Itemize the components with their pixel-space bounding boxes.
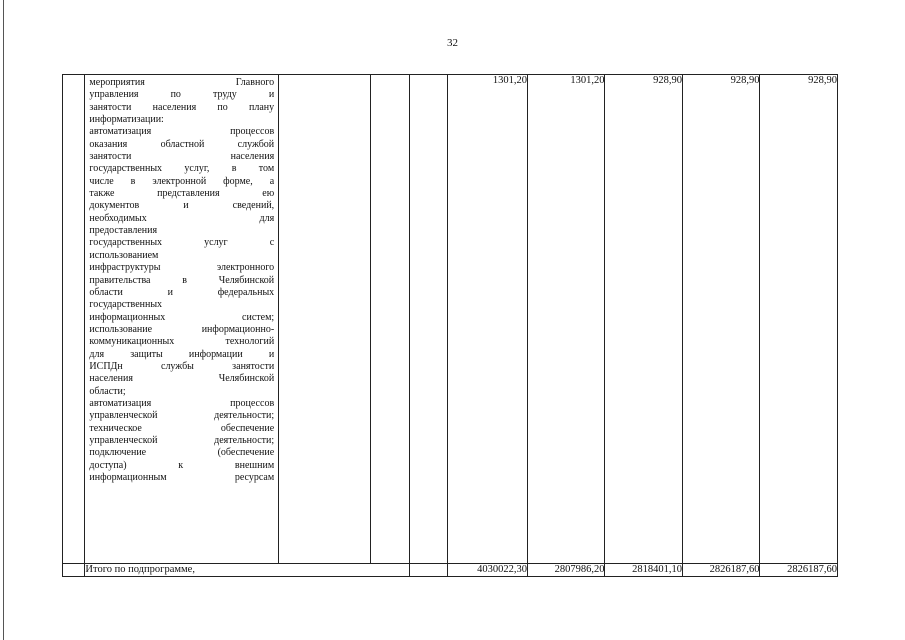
activity-description-line: государственных: [89, 299, 163, 311]
total-value-cell: 2818401,10: [605, 564, 683, 577]
activity-description-line: управления по труду и: [89, 89, 275, 101]
total-value-cell: 2826187,60: [682, 564, 760, 577]
total-label: Итого по подпрограмме,: [85, 564, 409, 577]
activity-description-line: для защиты информации и: [89, 348, 275, 360]
total-value-cell: 2826187,60: [760, 564, 838, 577]
value-cell: 928,90: [760, 75, 838, 564]
activity-description-line: государственных услуг с: [89, 237, 275, 249]
activity-description-line: автоматизация процессов: [89, 397, 275, 409]
activity-description-line: оказания областной службой: [89, 138, 275, 150]
value-cell: 1301,20: [527, 75, 605, 564]
budget-table: [62, 74, 838, 577]
value-cell: 1301,20: [448, 75, 528, 564]
activity-description-line: инфраструктуры электронного: [89, 262, 275, 274]
empty-cell: [63, 564, 85, 577]
row-number-cell: [63, 75, 85, 564]
activity-description-line: предоставления: [89, 225, 158, 237]
table-row: [63, 75, 838, 564]
activity-description-line: информационных систем;: [89, 311, 275, 323]
activity-description-line: занятости населения по плану: [89, 101, 275, 113]
activity-description-line: коммуникационных технологий: [89, 336, 275, 348]
activity-description-line: автоматизация процессов: [89, 126, 275, 138]
activity-description-line: числе в электронной форме, а: [89, 175, 275, 187]
activity-description-line: информатизации:: [89, 114, 164, 126]
activity-description-cell: [85, 75, 279, 564]
activity-description-line: области и федеральных: [89, 286, 275, 298]
activity-description-line: использование информационно-: [89, 323, 275, 335]
page-binding-edge: [3, 0, 4, 640]
value-cell: 928,90: [682, 75, 760, 564]
activity-description-line: занятости населения: [89, 151, 275, 163]
activity-description-line: ИСПДн службы занятости: [89, 360, 275, 372]
activity-description-line: правительства в Челябинской: [89, 274, 275, 286]
total-value-cell: 2807986,20: [527, 564, 605, 577]
empty-cell: [279, 75, 371, 564]
activity-description-line: управленческой деятельности;: [89, 410, 275, 422]
value-cell: 928,90: [605, 75, 683, 564]
activity-description: [85, 75, 278, 484]
empty-cell: [370, 75, 409, 564]
activity-description-line: документов и сведений,: [89, 200, 275, 212]
activity-description-line: области;: [89, 385, 126, 397]
activity-description-line: использованием: [89, 249, 159, 261]
activity-description-line: населения Челябинской: [89, 373, 275, 385]
total-row: [63, 564, 838, 577]
activity-description-line: подключение (обеспечение: [89, 447, 275, 459]
activity-description-line: государственных услуг, в том: [89, 163, 275, 175]
empty-cell: [409, 75, 448, 564]
empty-cell: [409, 564, 448, 577]
activity-description-line: необходимых для: [89, 212, 275, 224]
activity-description-line: информационным ресурсам: [89, 472, 275, 483]
activity-description-line: управленческой деятельности;: [89, 434, 275, 446]
activity-description-line: техническое обеспечение: [89, 422, 275, 434]
activity-description-line: доступа) к внешним: [89, 459, 275, 471]
activity-description-line: мероприятия Главного: [89, 77, 275, 88]
page-number: 32: [447, 37, 458, 49]
total-value-cell: 4030022,30: [448, 564, 528, 577]
activity-description-line: также представления ею: [89, 188, 275, 200]
